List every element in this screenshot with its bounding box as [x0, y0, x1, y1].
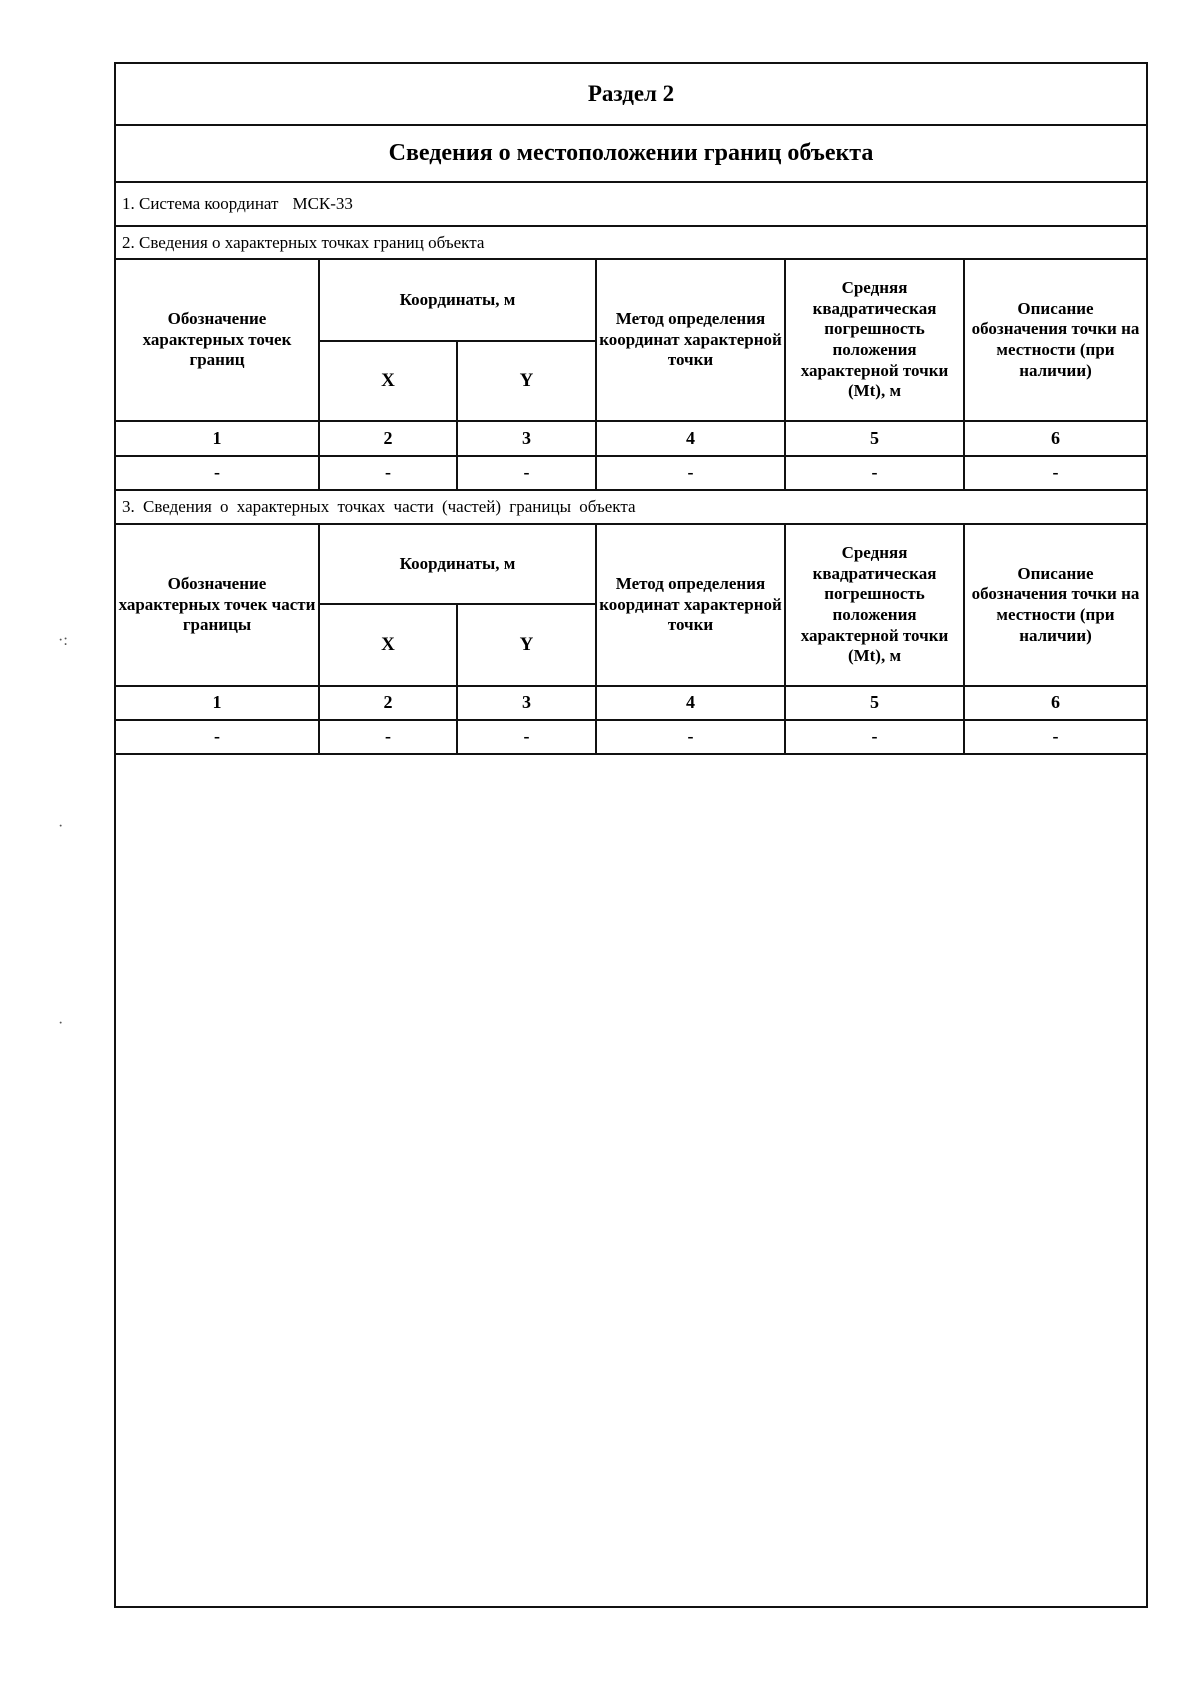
part-points-table	[116, 525, 1146, 755]
table-cell: -	[597, 457, 786, 491]
column-number: 6	[965, 687, 1146, 721]
header-y: Y	[458, 605, 597, 687]
column-number: 6	[965, 422, 1146, 457]
points-table	[116, 260, 1146, 491]
coord-system-row	[116, 183, 1146, 227]
section2-caption: 2. Сведения о характерных точках границ объекта	[116, 227, 1146, 260]
section3-caption: 3. Сведения о характерных точках части (частей) границы объекта	[116, 491, 1146, 525]
table-cell: -	[458, 457, 597, 491]
table-cell: -	[116, 721, 320, 755]
table-cell: -	[597, 721, 786, 755]
header-description: Описание обозначения точки на местности (при наличии)	[965, 260, 1146, 422]
column-number: 4	[597, 422, 786, 457]
header-x: X	[320, 342, 458, 422]
column-number: 1	[116, 687, 320, 721]
coord-system-label: 1. Система координат	[122, 194, 279, 213]
table-cell: -	[116, 457, 320, 491]
column-number: 2	[320, 687, 458, 721]
header-method: Метод определения координат характерной точки	[597, 525, 786, 687]
header-mean-error: Средняя квадратическая погрешность положения характерной точки (Mt), м	[786, 260, 965, 422]
coord-system-value: МСК-33	[292, 194, 353, 213]
section-title: Раздел 2	[116, 64, 1146, 126]
scan-mark: ·	[58, 1015, 64, 1032]
header-coordinates: Координаты, м	[320, 525, 597, 605]
document-frame	[114, 62, 1148, 1608]
document-subtitle: Сведения о местоположении границ объекта	[116, 126, 1146, 183]
scan-mark: ·	[58, 818, 64, 835]
header-coordinates: Координаты, м	[320, 260, 597, 342]
header-mean-error: Средняя квадратическая погрешность положения характерной точки (Mt), м	[786, 525, 965, 687]
table-cell: -	[458, 721, 597, 755]
table-cell: -	[786, 457, 965, 491]
column-number: 4	[597, 687, 786, 721]
header-y: Y	[458, 342, 597, 422]
table-cell: -	[320, 721, 458, 755]
header-part-point-designation: Обозначение характерных точек части границы	[116, 525, 320, 687]
scan-mark: ·:	[58, 632, 68, 649]
column-number: 3	[458, 422, 597, 457]
header-method: Метод определения координат характерной точки	[597, 260, 786, 422]
header-point-designation: Обозначение характерных точек границ	[116, 260, 320, 422]
header-x: X	[320, 605, 458, 687]
column-number: 5	[786, 422, 965, 457]
table-cell: -	[965, 721, 1146, 755]
table-cell: -	[965, 457, 1146, 491]
header-description: Описание обозначения точки на местности (при наличии)	[965, 525, 1146, 687]
column-number: 2	[320, 422, 458, 457]
table-cell: -	[320, 457, 458, 491]
column-number: 3	[458, 687, 597, 721]
column-number: 1	[116, 422, 320, 457]
column-number: 5	[786, 687, 965, 721]
table-cell: -	[786, 721, 965, 755]
